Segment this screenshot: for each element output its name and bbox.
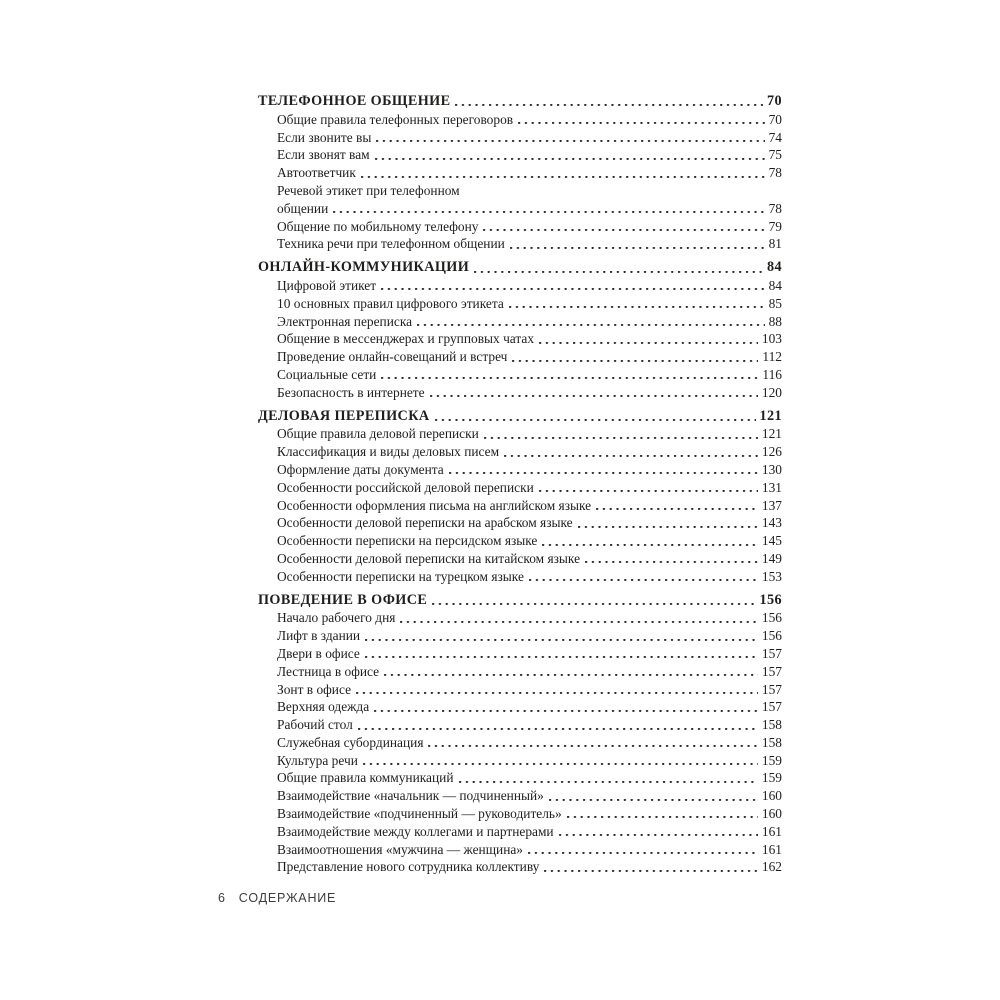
dot-leader <box>483 218 764 236</box>
toc-entry-title: Особенности российской деловой переписки <box>277 479 534 495</box>
toc-section-title: ДЕЛОВАЯ ПЕРЕПИСКА <box>258 407 430 424</box>
toc-entry-title: Особенности переписки на персидском языке <box>277 533 538 549</box>
toc-section-title: ПОВЕДЕНИЕ В ОФИСЕ <box>258 591 428 608</box>
toc-entry-page-number: 88 <box>768 313 782 329</box>
toc-entry-title: Если звоните вы <box>277 129 372 145</box>
toc-entry <box>258 146 782 164</box>
toc-entry-title: Лифт в здании <box>277 628 361 644</box>
toc-entry-title: Служебная субординация <box>277 734 424 750</box>
toc-entry <box>258 366 782 384</box>
dot-leader <box>381 277 765 295</box>
dot-leader <box>400 609 757 627</box>
dot-leader <box>578 514 758 532</box>
toc-section-header <box>258 592 782 610</box>
toc-section-title: ТЕЛЕФОННОЕ ОБЩЕНИЕ <box>258 93 451 109</box>
toc-entry-title: Оформление даты документа <box>277 461 444 477</box>
toc-entry <box>258 129 782 147</box>
toc-entry-page-number: 131 <box>761 479 782 495</box>
toc-entry <box>258 550 782 568</box>
toc-entry-page-number: 78 <box>768 165 782 181</box>
dot-leader <box>585 550 758 568</box>
toc-entry-title: Если звонят вам <box>277 147 370 163</box>
toc-entry-title: 10 основных правил цифрового этикета <box>277 295 504 311</box>
toc-entry-title: Лестница в офисе <box>277 663 380 679</box>
toc-entry-page-number: 85 <box>768 295 782 311</box>
toc-entry <box>258 858 782 876</box>
dot-leader <box>376 129 764 147</box>
toc-entry-title: Электронная переписка <box>277 313 413 329</box>
toc-entry-title: Особенности оформления письма на английском языке <box>277 497 592 513</box>
toc-entry-title: Взаимодействие «начальник — подчиненный» <box>277 788 544 804</box>
toc-section-title: ОНЛАЙН-КОММУНИКАЦИИ <box>258 259 470 276</box>
toc-entry <box>258 443 782 461</box>
toc-section <box>258 259 782 401</box>
toc-entry-page-number: 160 <box>761 788 782 804</box>
toc-entry-title: Общение по мобильному телефону <box>277 218 479 234</box>
toc-entry-page-number: 158 <box>761 734 782 750</box>
dot-leader <box>430 384 758 402</box>
toc-entry-title: Цифровой этикет <box>277 277 377 293</box>
toc-section <box>258 93 782 253</box>
toc-entry-title: Общие правила телефонных переговоров <box>277 111 514 127</box>
toc-entry <box>258 514 782 532</box>
toc-entry <box>258 645 782 663</box>
toc-entry <box>258 752 782 770</box>
toc-entry <box>258 627 782 645</box>
dot-leader <box>528 841 758 859</box>
dot-leader <box>432 592 755 610</box>
toc-entry-page-number: 156 <box>761 610 782 626</box>
footer-page-number: 6 <box>218 891 226 905</box>
toc-entry <box>258 313 782 331</box>
toc-entry-title: Общие правила коммуникаций <box>277 770 454 786</box>
dot-leader <box>474 259 763 277</box>
dot-leader <box>539 479 758 497</box>
toc-entry-title: Проведение онлайн-совещаний и встреч <box>277 349 508 365</box>
toc-entry-page-number: 126 <box>761 444 782 460</box>
toc-section-page-number: 84 <box>767 259 782 276</box>
dot-leader <box>542 532 758 550</box>
dot-leader <box>504 443 758 461</box>
toc-entry-page-number: 157 <box>761 663 782 679</box>
toc-entry-title: Рабочий стол <box>277 717 353 733</box>
toc-entry-page-number: 156 <box>761 628 782 644</box>
toc-entry-title: Классификация и виды деловых писем <box>277 444 500 460</box>
toc-entry-page-number: 145 <box>761 533 782 549</box>
toc-entry-page-number: 74 <box>768 129 782 145</box>
toc-entry <box>258 461 782 479</box>
toc-section-page-number: 121 <box>759 407 782 424</box>
toc-entry-title: Двери в офисе <box>277 645 360 661</box>
toc-entry <box>258 348 782 366</box>
toc-entry <box>258 164 782 182</box>
toc-entry-page-number: 143 <box>761 515 782 531</box>
toc-section-page-number: 156 <box>759 591 782 608</box>
toc-entry-title: Автоответчик <box>277 165 356 181</box>
toc-entry <box>258 734 782 752</box>
toc-entry-title: Особенности деловой переписки на китайском языке <box>277 550 581 566</box>
toc-entry-page-number: 157 <box>761 699 782 715</box>
dot-leader <box>358 716 758 734</box>
dot-leader <box>449 461 758 479</box>
toc-entry-title: Зонт в офисе <box>277 681 352 697</box>
dot-leader <box>459 769 758 787</box>
toc-entry <box>258 841 782 859</box>
toc-entry-title: Безопасность в интернете <box>277 384 425 400</box>
dot-leader <box>559 823 758 841</box>
toc-section-page-number: 70 <box>767 93 782 109</box>
dot-leader <box>435 408 756 426</box>
toc-entry-title: Общение в мессенджерах и групповых чатах <box>277 331 535 347</box>
toc-entry-page-number: 130 <box>761 461 782 477</box>
toc-entry-page-number: 157 <box>761 645 782 661</box>
toc-entry-title: Представление нового сотрудника коллективу <box>277 859 540 875</box>
toc-entry <box>258 182 782 200</box>
toc-entry <box>258 568 782 586</box>
toc-entry-page-number: 121 <box>761 426 782 442</box>
dot-leader <box>509 295 765 313</box>
toc-entry-page-number: 70 <box>768 111 782 127</box>
toc-entry-page-number: 161 <box>761 841 782 857</box>
toc-entry <box>258 681 782 699</box>
dot-leader <box>518 111 765 129</box>
toc-entry-page-number: 116 <box>762 366 782 382</box>
dot-leader <box>484 425 758 443</box>
dot-leader <box>375 146 765 164</box>
toc-section-header <box>258 408 782 426</box>
toc-entry <box>258 497 782 515</box>
toc-section <box>258 408 782 586</box>
table-of-contents <box>258 93 782 876</box>
dot-leader <box>544 858 758 876</box>
footer-section-label: СОДЕРЖАНИЕ <box>238 891 337 905</box>
toc-entry-page-number: 160 <box>761 806 782 822</box>
toc-entry <box>258 769 782 787</box>
dot-leader <box>374 698 758 716</box>
dot-leader <box>455 93 763 111</box>
toc-entry-title: Взаимоотношения «мужчина — женщина» <box>277 841 523 857</box>
toc-entry-title: Социальные сети <box>277 366 377 382</box>
toc-entry-title: Речевой этикет при телефонном <box>277 182 460 198</box>
toc-entry-page-number: 79 <box>768 218 782 234</box>
toc-entry <box>258 716 782 734</box>
dot-leader <box>384 663 758 681</box>
toc-entry-page-number: 84 <box>768 277 782 293</box>
page-footer <box>218 891 336 905</box>
toc-entry-page-number: 158 <box>761 717 782 733</box>
toc-entry <box>258 235 782 253</box>
dot-leader <box>529 568 758 586</box>
toc-entry <box>258 218 782 236</box>
toc-entry <box>258 111 782 129</box>
dot-leader <box>549 787 758 805</box>
dot-leader <box>512 348 758 366</box>
toc-entry-title: Особенности переписки на турецком языке <box>277 568 524 584</box>
toc-entry-title: Взаимодействие между коллегами и партнерами <box>277 823 554 839</box>
toc-entry <box>258 532 782 550</box>
toc-section <box>258 592 782 877</box>
toc-entry <box>258 787 782 805</box>
toc-entry <box>258 425 782 443</box>
toc-entry <box>258 609 782 627</box>
toc-entry-page-number: 112 <box>762 349 782 365</box>
toc-entry-page-number: 75 <box>768 147 782 163</box>
toc-entry-page-number: 120 <box>761 384 782 400</box>
toc-entry-title: Начало рабочего дня <box>277 610 396 626</box>
dot-leader <box>361 164 765 182</box>
toc-entry <box>258 479 782 497</box>
toc-entry-page-number: 103 <box>761 331 782 347</box>
toc-entry-title: Культура речи <box>277 752 358 768</box>
toc-entry-page-number: 149 <box>761 550 782 566</box>
toc-entry-title: общении <box>277 200 329 216</box>
toc-entry <box>258 384 782 402</box>
toc-entry-title: Особенности деловой переписки на арабском языке <box>277 515 573 531</box>
dot-leader <box>567 805 758 823</box>
dot-leader <box>333 200 764 218</box>
dot-leader <box>356 681 758 699</box>
toc-entry <box>258 200 782 218</box>
toc-entry <box>258 805 782 823</box>
toc-entry-page-number: 78 <box>768 200 782 216</box>
dot-leader <box>539 330 758 348</box>
toc-entry-title: Общие правила деловой переписки <box>277 426 479 442</box>
dot-leader <box>365 627 758 645</box>
toc-entry <box>258 663 782 681</box>
dot-leader <box>510 235 765 253</box>
toc-entry <box>258 330 782 348</box>
toc-entry-page-number: 137 <box>761 497 782 513</box>
toc-entry-title: Техника речи при телефонном общении <box>277 236 505 252</box>
toc-section-header <box>258 93 782 111</box>
toc-entry-page-number: 157 <box>761 681 782 697</box>
dot-leader <box>365 645 758 663</box>
dot-leader <box>417 313 765 331</box>
toc-entry-page-number: 162 <box>761 859 782 875</box>
toc-entry-page-number: 159 <box>761 770 782 786</box>
toc-entry <box>258 295 782 313</box>
toc-entry-page-number: 159 <box>761 752 782 768</box>
toc-entry <box>258 698 782 716</box>
toc-entry-title: Взаимодействие «подчиненный — руководитель» <box>277 806 562 822</box>
toc-entry-page-number: 81 <box>768 236 782 252</box>
toc-entry-title: Верхняя одежда <box>277 699 370 715</box>
dot-leader <box>428 734 757 752</box>
dot-leader <box>596 497 758 515</box>
toc-entry <box>258 823 782 841</box>
toc-entry-page-number: 153 <box>761 568 782 584</box>
dot-leader <box>381 366 758 384</box>
toc-entry <box>258 277 782 295</box>
toc-entry-page-number: 161 <box>761 823 782 839</box>
toc-section-header <box>258 259 782 277</box>
dot-leader <box>363 752 758 770</box>
